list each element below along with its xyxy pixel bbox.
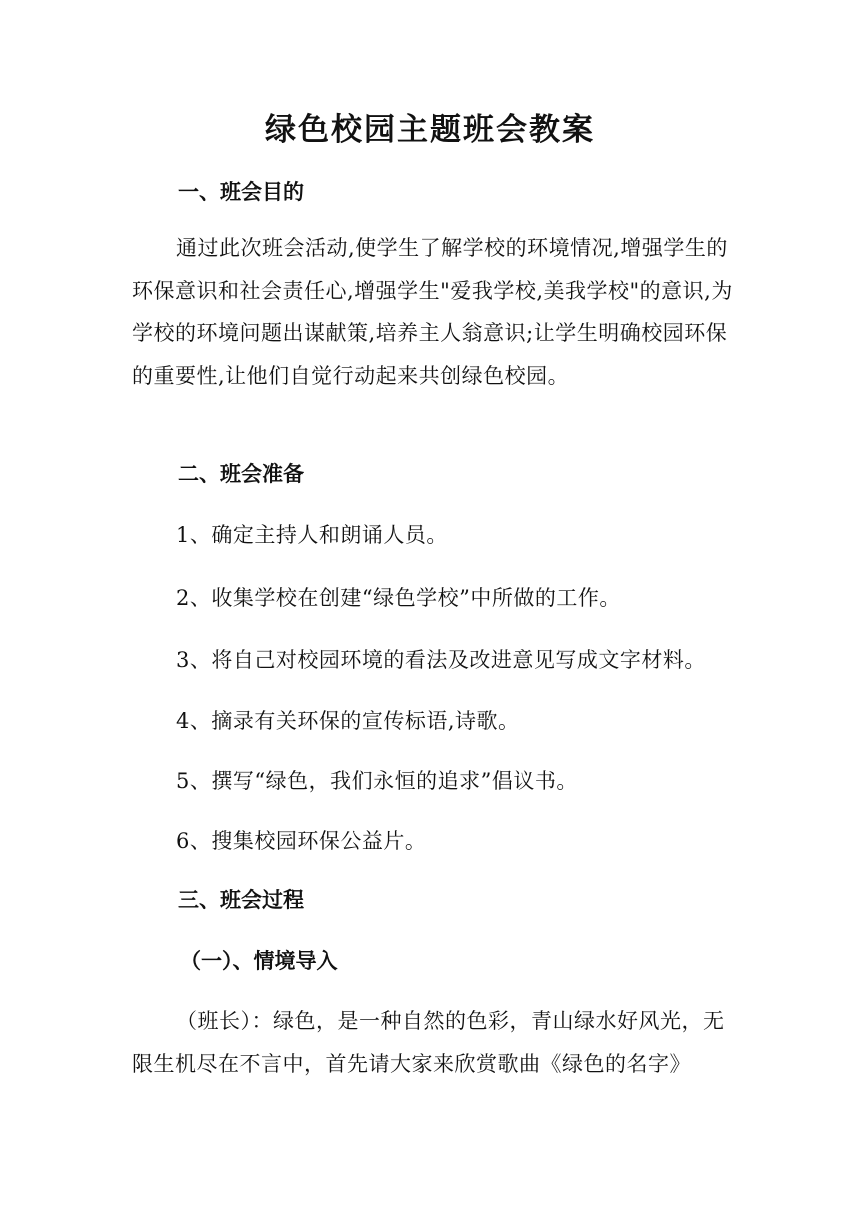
preparation-item: 2、收集学校在创建“绿色学校”中所做的工作。 [176,586,621,610]
preparation-item: 4、摘录有关环保的宣传标语,诗歌。 [176,709,520,733]
preparation-item: 5、撰写“绿色，我们永恒的追求”倡议书。 [176,769,578,793]
sub-heading-intro: （一）、情境导入 [180,948,338,973]
intro-paragraph: （班长）：绿色，是一种自然的色彩，青山绿水好风光，无限生机尽在不言中，首先请大家来欣赏歌曲《绿色的名字》 [132,1009,725,1076]
document-title: 绿色校园主题班会教案 [265,112,595,148]
section-heading-preparation: 二、班会准备 [178,461,304,486]
section-heading-process: 三、班会过程 [178,887,304,912]
purpose-paragraph: 通过此次班会活动,使学生了解学校的环境情况,增强学生的环保意识和社会责任心,增强学生"爱我学校,美我学校"的意识,为学校的环境问题出谋献策,培养主人翁意识;让学生明确校园环保的重要性,让他们自觉行动起来共创绿色校园。 [132,236,733,388]
preparation-item: 3、将自己对校园环境的看法及改进意见写成文字材料。 [176,648,706,672]
section-heading-purpose: 一、班会目的 [178,179,304,204]
preparation-item: 1、确定主持人和朗诵人员。 [176,523,448,547]
preparation-item: 6、搜集校园环保公益片。 [176,829,427,853]
